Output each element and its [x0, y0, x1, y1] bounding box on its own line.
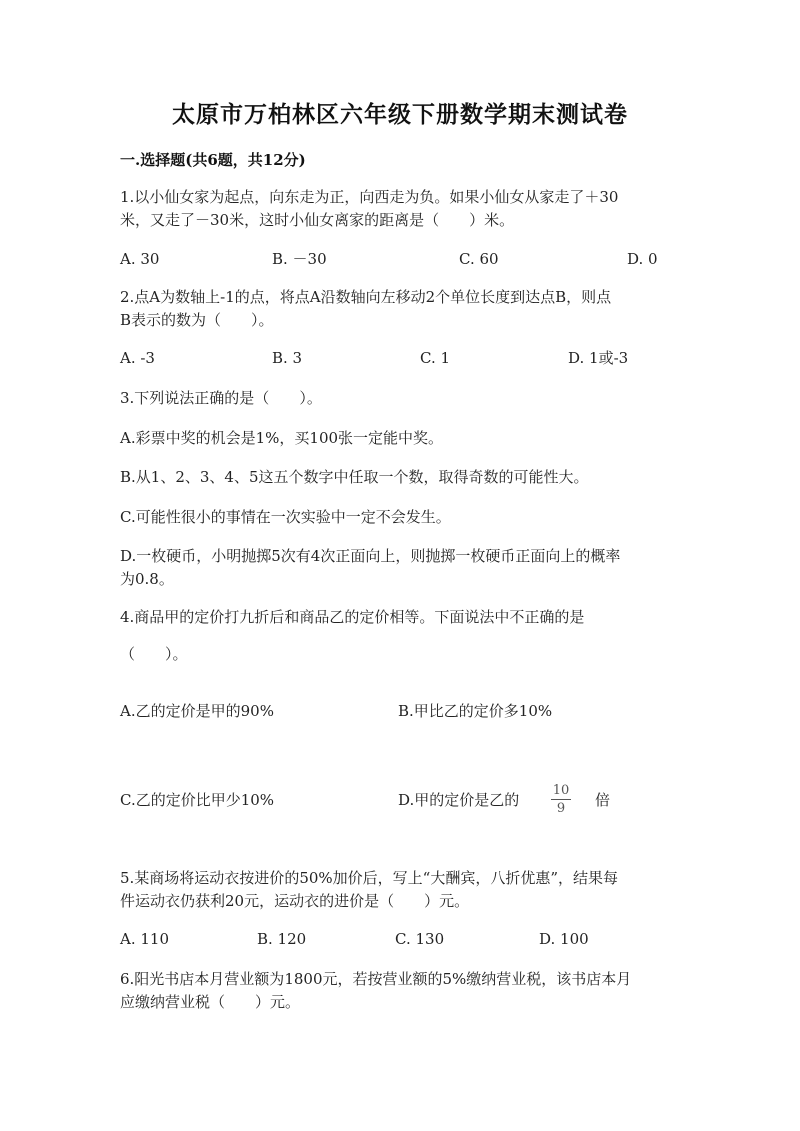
fraction-bar [551, 799, 571, 800]
question-1-option-a: A. 30 [120, 250, 160, 268]
question-2-line-1: 2.点A为数轴上-1的点，将点A沿数轴向左移动2个单位长度到达点B，则点 [120, 288, 612, 306]
question-5-option-d: D. 100 [539, 930, 589, 948]
question-1-line-1: 1.以小仙女家为起点，向东走为正，向西走为负。如果小仙女从家走了＋30 [120, 188, 619, 206]
question-5-option-a: A. 110 [120, 930, 169, 948]
question-1-option-b: B. －30 [272, 250, 327, 268]
question-5-line-2: 件运动衣仍获利20元，运动衣的进价是（ ）元。 [120, 892, 470, 910]
question-4-option-b: B.甲比乙的定价多10% [398, 702, 553, 720]
question-4-option-a: A.乙的定价是甲的90% [120, 702, 274, 720]
question-5-option-b: B. 120 [257, 930, 307, 948]
question-2-option-b: B. 3 [272, 349, 303, 367]
question-4-option-c: C.乙的定价比甲少10% [120, 791, 275, 809]
question-3-option-b: B.从1、2、3、4、5这五个数字中任取一个数，取得奇数的可能性大。 [120, 468, 589, 486]
question-4-option-d-prefix: D.甲的定价是乙的 [398, 791, 520, 809]
question-3-option-d-line-1: D.一枚硬币，小明抛掷5次有4次正面向上，则抛掷一枚硬币正面向上的概率 [120, 547, 621, 565]
question-1-option-c: C. 60 [459, 250, 499, 268]
question-5-line-1: 5.某商场将运动衣按进价的50%加价后，写上“大酬宾，八折优惠”，结果每 [120, 869, 618, 887]
page-title: 太原市万柏林区六年级下册数学期末测试卷 [172, 101, 628, 128]
fraction-numerator: 10 [552, 783, 570, 798]
question-3-stem: 3.下列说法正确的是（ ）。 [120, 389, 322, 407]
fraction-ten-ninths [548, 783, 574, 816]
question-4-line-1: 4.商品甲的定价打九折后和商品乙的定价相等。下面说法中不正确的是 [120, 608, 585, 626]
question-6-line-2: 应缴纳营业税（ ）元。 [120, 993, 301, 1011]
question-4-option-d-suffix: 倍 [595, 791, 611, 809]
question-5-option-c: C. 130 [395, 930, 445, 948]
question-2-option-c: C. 1 [420, 349, 451, 367]
question-3-option-c: C.可能性很小的事情在一次实验中一定不会发生。 [120, 508, 451, 526]
question-3-option-a: A.彩票中奖的机会是1%，买100张一定能中奖。 [120, 429, 444, 447]
question-3-option-d-line-2: 为0.8。 [120, 570, 174, 588]
question-4-line-2: （ ）。 [120, 645, 188, 663]
section-heading: 一.选择题(共6题，共12分) [120, 151, 306, 169]
question-6-line-1: 6.阳光书店本月营业额为1800元，若按营业额的5%缴纳营业税，该书店本月 [120, 970, 632, 988]
question-2-line-2: B表示的数为（ ）。 [120, 311, 274, 329]
question-2-option-a: A. -3 [120, 349, 155, 367]
question-1-option-d: D. 0 [627, 250, 658, 268]
question-2-option-d: D. 1或-3 [568, 349, 629, 367]
question-1-line-2: 米，又走了－30米，这时小仙女离家的距离是（ ）米。 [120, 211, 515, 229]
fraction-denominator: 9 [556, 801, 566, 816]
